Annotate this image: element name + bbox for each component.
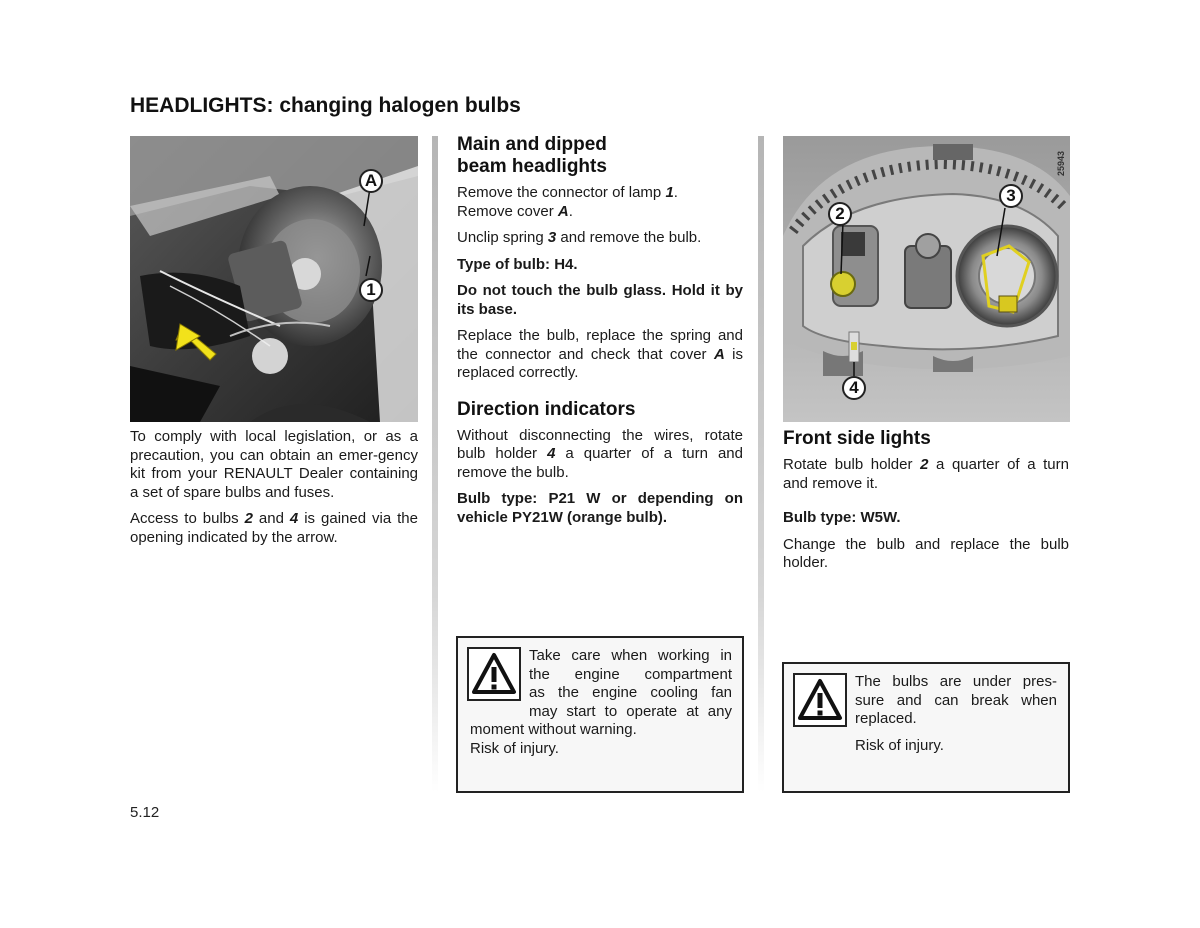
middle-column-text [457, 134, 743, 535]
callout-1: 1 [359, 278, 383, 302]
engine-bay-photo [130, 136, 418, 422]
bulb-pressure-warning-text [855, 673, 1057, 755]
warning-line: Risk of injury. [470, 739, 559, 757]
callout-a: A [359, 169, 383, 193]
spare-kit-paragraph: To comply with local legislation, or as a precaution, you can obtain an emer-gency kit from your RENAULT Dealer containing a set of spare bulbs and fuses. [130, 428, 418, 501]
warning-line: The bulbs are under pres- [855, 673, 1057, 690]
figure-reference-code: 25943 [1056, 150, 1066, 176]
change-bulb-paragraph: Change the bulb and replace the bulb holder. [783, 535, 1069, 571]
left-column-text [130, 428, 418, 555]
warning-line: Risk of injury. [855, 736, 944, 754]
rotate-holder-2-paragraph: Rotate bulb holder 2 a quarter of a turn and remove it. [783, 456, 1069, 492]
bulb-type-w5w: Bulb type: W5W. [783, 509, 901, 526]
warning-line: may start to operate at any [529, 702, 732, 720]
rotate-holder-paragraph: Without disconnecting the wires, rotate bulb holder 4 a quarter of a turn and remove the bulb. [457, 426, 743, 481]
warning-line: the engine compartment [529, 665, 732, 683]
warning-line: as the engine cooling fan [529, 684, 732, 701]
headlamp-rear-illustration [783, 136, 1070, 422]
direction-indicators-heading: Direction indicators [457, 398, 636, 420]
remove-connector-paragraph: Remove the connector of lamp 1. Remove cover A. [457, 184, 678, 220]
replace-bulb-paragraph: Replace the bulb, replace the spring and the connector and check that cover A is replaced correctly. [457, 327, 743, 381]
warning-triangle-icon [793, 673, 847, 727]
page-title: HEADLIGHTS: changing halogen bulbs [130, 94, 521, 117]
right-column-text [783, 428, 1069, 581]
column-divider-left [432, 136, 438, 792]
callout-2: 2 [828, 202, 852, 226]
bulb-type-p21w: Bulb type: P21 W or depending on vehicle PY21W (orange bulb). [457, 490, 743, 526]
warning-line: replaced. [855, 710, 917, 727]
warning-line: sure and can break when [855, 691, 1057, 709]
warning-line: moment without warning. [470, 721, 637, 738]
unclip-spring-paragraph: Unclip spring 3 and remove the bulb. [457, 229, 702, 246]
bulb-pressure-warning-box [782, 662, 1070, 793]
cooling-fan-warning-text [470, 647, 732, 758]
front-side-lights-heading: Front side lights [783, 428, 931, 449]
access-paragraph: Access to bulbs 2 and 4 is gained via the opening indicated by the arrow. [130, 510, 418, 546]
glass-caution: Do not touch the bulb glass. Hold it by its base. [457, 282, 743, 318]
cooling-fan-warning-box [456, 636, 744, 793]
callout-4: 4 [842, 376, 866, 400]
column-divider-right [758, 136, 764, 792]
headlamp-rear-photo [783, 136, 1070, 422]
bulb-type-h4: Type of bulb: H4. [457, 255, 578, 273]
warning-line: Take care when working in [529, 647, 732, 664]
page-number: 5.12 [130, 804, 160, 821]
main-dipped-heading: Main and dipped beam headlights [457, 134, 607, 177]
callout-3: 3 [999, 184, 1023, 208]
